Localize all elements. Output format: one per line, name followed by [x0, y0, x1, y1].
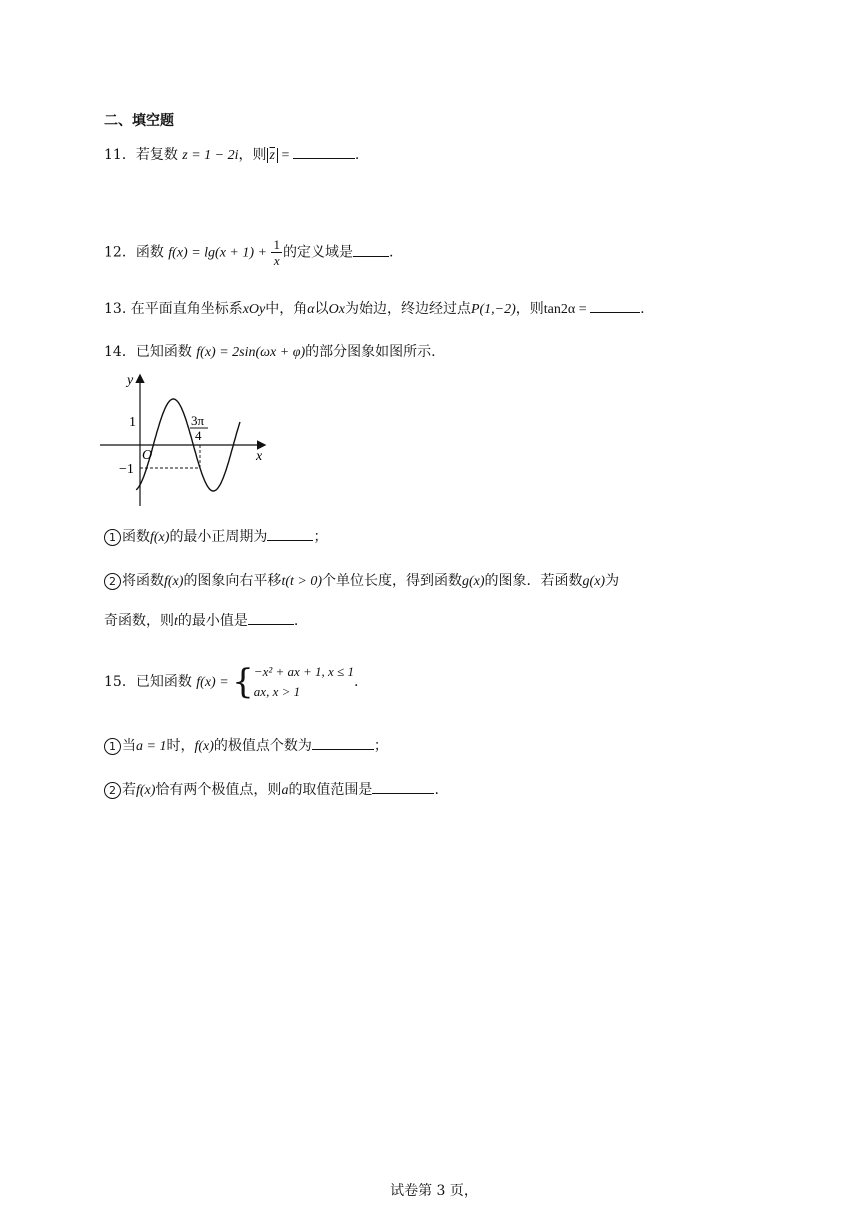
case-1: −x² + ax + 1, x ≤ 1 — [253, 664, 354, 679]
period: . — [640, 301, 645, 317]
circled-number: 2 — [104, 573, 121, 590]
tick-label-1: 1 — [129, 415, 136, 430]
math-tan: tan2α = — [543, 302, 591, 317]
question-number: 12． — [104, 244, 136, 261]
circled-number: 1 — [104, 529, 121, 546]
question-text: 若复数 — [135, 147, 178, 163]
math-t: t — [174, 614, 178, 629]
y-label: y — [127, 373, 134, 388]
question-text: 为 — [605, 573, 620, 589]
answer-blank — [590, 300, 640, 313]
semicolon: ； — [313, 529, 328, 545]
question-text: ，则 — [238, 147, 267, 163]
conjugate-z: $\overline{z}$ — [269, 148, 275, 163]
question-text: 为始边，终边经过点 — [344, 301, 471, 317]
x-label: x — [256, 449, 263, 464]
question-text: 的图象向右平移 — [183, 573, 282, 589]
math-expression: f(x) = — [196, 675, 233, 690]
question-number: 15． — [104, 674, 136, 690]
question-text: 个单位长度，得到函数 — [322, 573, 462, 589]
question-text: 的最小值是 — [177, 613, 248, 629]
page-number: 试卷第 3 页， — [390, 1183, 478, 1199]
question-14-part-2-cont — [104, 610, 298, 630]
equals-sign: = — [277, 148, 293, 163]
question-text: 将函数 — [122, 573, 164, 589]
question-text: 函数 — [122, 529, 150, 545]
math-a: a — [281, 783, 289, 798]
question-15 — [104, 662, 358, 702]
math-expression: z = 1 − 2i — [182, 148, 239, 163]
math-alpha: α — [307, 302, 315, 317]
math-fx: f(x) — [194, 739, 214, 754]
question-text: 的定义域是 — [282, 244, 353, 261]
circled-number: 1 — [104, 738, 121, 755]
piecewise-cases — [254, 662, 354, 702]
question-text: 以 — [314, 301, 329, 317]
question-text: 的极值点个数为 — [213, 738, 312, 754]
question-text: 的最小正周期为 — [169, 529, 268, 545]
answer-blank — [353, 244, 389, 257]
question-text: 的部分图象如图所示. — [305, 344, 436, 360]
question-11 — [104, 144, 359, 164]
period: . — [293, 613, 299, 629]
sine-graph — [96, 368, 272, 510]
question-13 — [104, 298, 645, 318]
question-text: 已知函数 — [135, 344, 192, 360]
answer-blank — [267, 528, 313, 541]
math-xoy: xOy — [242, 302, 266, 317]
math-expression: f(x) = 2sin(ωx + φ) — [196, 345, 306, 360]
question-number: 11． — [104, 147, 136, 163]
answer-blank — [372, 781, 434, 794]
question-text: 当 — [122, 738, 136, 754]
question-text: 已知函数 — [135, 674, 192, 690]
case-2: ax, x > 1 — [253, 684, 301, 699]
math-expression: f(x) = lg(x + 1) + — [168, 245, 271, 261]
math-a: a = 1 — [136, 739, 167, 754]
tick-label-neg1: −1 — [119, 462, 134, 477]
fraction: $\frac{1}{x}$ — [273, 237, 280, 268]
answer-blank — [312, 737, 374, 750]
question-number: 13. — [104, 301, 127, 317]
period: . — [354, 147, 360, 163]
question-14-part-1 — [104, 526, 327, 546]
math-fx: f(x) — [150, 530, 170, 545]
math-gx: g(x) — [582, 574, 606, 589]
circled-number: 2 — [104, 782, 121, 799]
tick-label-3pi-den: 4 — [195, 428, 202, 443]
question-14-part-2 — [104, 570, 619, 590]
question-14 — [104, 341, 436, 361]
question-text: 的取值范围是 — [288, 782, 373, 798]
question-12 — [104, 238, 393, 267]
section-title: 二、填空题 — [104, 113, 174, 129]
answer-blank — [248, 612, 294, 625]
origin-label: O — [142, 448, 153, 463]
math-fx: f(x) — [164, 574, 184, 589]
math-fx: f(x) — [136, 783, 156, 798]
left-brace: { — [232, 662, 254, 702]
question-15-part-2 — [104, 779, 439, 799]
semicolon: ； — [373, 738, 388, 754]
question-number: 14． — [104, 344, 136, 360]
question-text: ，则 — [515, 301, 544, 317]
tick-label-3pi-num: 3π — [191, 413, 205, 428]
question-text: 时， — [166, 738, 195, 754]
period: . — [388, 244, 394, 261]
question-text: 恰有两个极值点，则 — [155, 782, 282, 798]
question-text: 中，角 — [265, 301, 308, 317]
question-text: 函数 — [135, 244, 164, 261]
question-text: 奇函数，则 — [104, 613, 174, 629]
math-ox: Ox — [328, 302, 345, 317]
math-point: P(1,−2) — [470, 302, 516, 317]
period: . — [353, 674, 359, 690]
question-text: 若 — [122, 782, 136, 798]
question-15-part-1 — [104, 735, 388, 755]
page-footer — [0, 1180, 868, 1200]
period: . — [434, 782, 439, 798]
math-t: t(t > 0) — [281, 574, 322, 589]
math-gx: g(x) — [462, 574, 485, 589]
answer-blank — [293, 146, 355, 159]
question-text: 的图象．若函数 — [484, 573, 583, 589]
question-text: 在平面直角坐标系 — [130, 301, 243, 317]
